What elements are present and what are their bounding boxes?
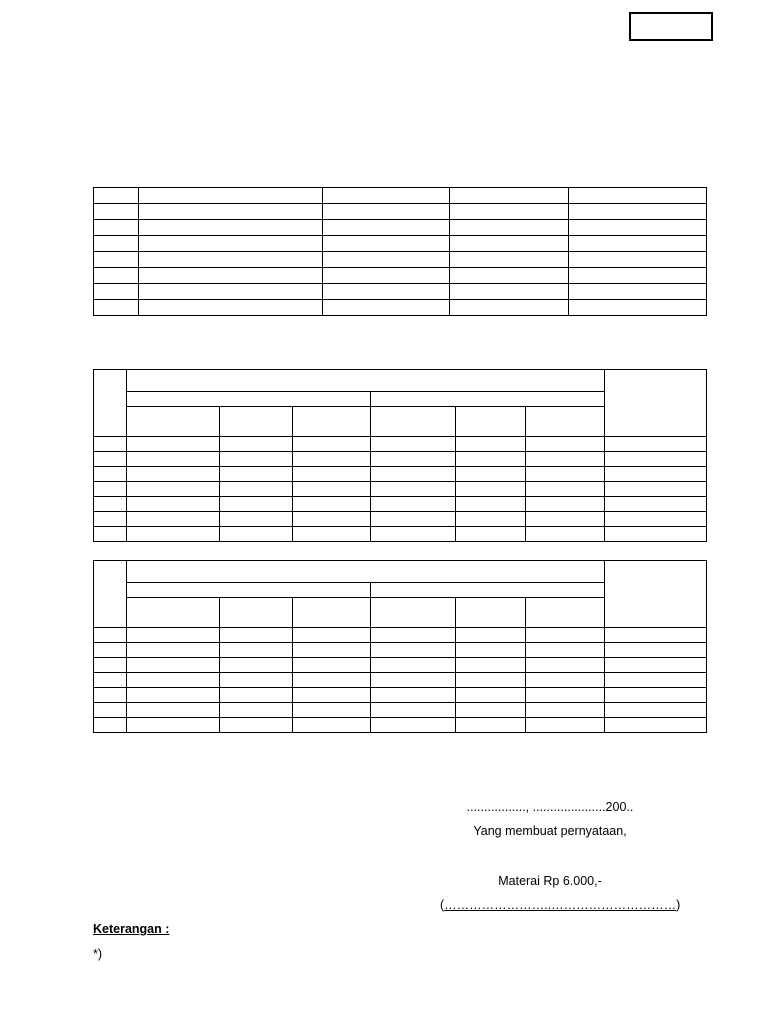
table-row bbox=[94, 643, 707, 658]
table-row bbox=[94, 673, 707, 688]
table-row bbox=[94, 688, 707, 703]
signature-close-paren: ) bbox=[676, 898, 681, 912]
form-code-box bbox=[629, 12, 713, 41]
table-row bbox=[94, 252, 707, 268]
stamp-label: Materai Rp 6.000,- bbox=[498, 874, 602, 888]
table-row bbox=[94, 497, 707, 512]
table-row bbox=[94, 482, 707, 497]
table-row bbox=[94, 268, 707, 284]
signature-open-paren: ( bbox=[440, 898, 445, 912]
table-header-row bbox=[94, 370, 707, 392]
table-row bbox=[94, 452, 707, 467]
table-row bbox=[94, 628, 707, 643]
date-line: ................., .....................200.. bbox=[466, 800, 634, 814]
signer-label: Yang membuat pernyataan, bbox=[473, 824, 627, 838]
table-row bbox=[94, 527, 707, 542]
signature-dots: ……………………..………………………… bbox=[444, 898, 677, 912]
table-row bbox=[94, 437, 707, 452]
notes-title: Keterangan : bbox=[93, 922, 170, 936]
table-row bbox=[94, 658, 707, 673]
table-3 bbox=[93, 560, 707, 733]
table-row bbox=[94, 467, 707, 482]
table-row bbox=[94, 703, 707, 718]
table-1 bbox=[93, 187, 707, 316]
table-row bbox=[94, 300, 707, 316]
table-row bbox=[94, 204, 707, 220]
table-row bbox=[94, 236, 707, 252]
table-row bbox=[94, 220, 707, 236]
signature-name-line bbox=[440, 898, 681, 912]
table-row bbox=[94, 188, 707, 204]
table-header-row bbox=[94, 561, 707, 583]
notes-mark: *) bbox=[93, 947, 103, 961]
table-row bbox=[94, 718, 707, 733]
table-row bbox=[94, 512, 707, 527]
table-row bbox=[94, 284, 707, 300]
table-2 bbox=[93, 369, 707, 542]
